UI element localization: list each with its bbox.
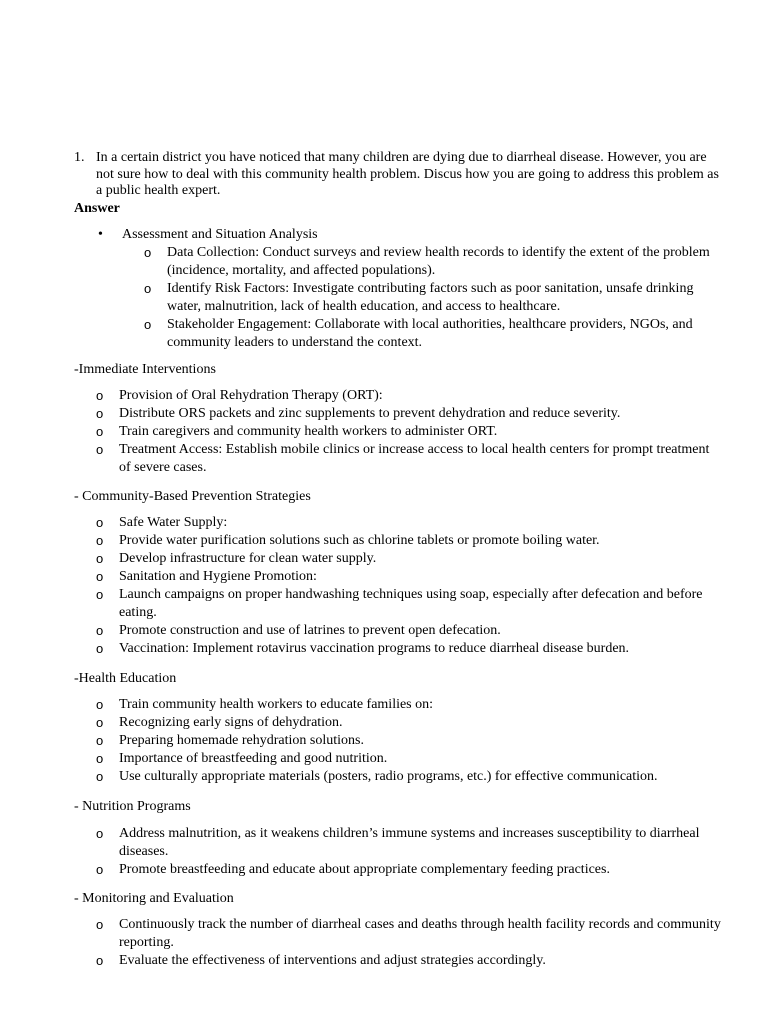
list-item-text: Promote construction and use of latrines to prevent open defecation. [119,623,501,638]
list-marker: o [96,551,104,566]
list-marker: o [96,442,104,457]
bullet-marker: • [98,227,103,242]
list-item-text: Develop infrastructure for clean water supply. [119,551,377,566]
list-item-text: Importance of breastfeeding and good nutrition. [119,751,388,766]
list-item-text: Train community health workers to educate families on: [119,697,434,712]
list-item [96,952,721,970]
list-item [96,586,721,622]
list-item-text: Identify Risk Factors: Investigate contributing factors such as poor sanitation, unsafe drinking water, malnutrition, lack of health education, and access to healthcare. [167,281,694,314]
list-item [144,316,719,352]
answer-label: Answer [74,201,120,216]
list-item-text: Promote breastfeeding and educate about appropriate complementary feeding practices. [119,862,610,877]
list-marker: o [96,641,104,656]
list-item [96,825,721,861]
question-1 [74,150,724,200]
monitoring-evaluation-list [96,916,721,970]
question-number: 1. [74,150,85,165]
list-marker: o [144,245,152,260]
assessment-heading: Assessment and Situation Analysis [122,227,318,242]
list-item-text: Launch campaigns on proper handwashing techniques using soap, especially after defecation and before eating. [119,587,703,620]
list-marker: o [144,281,152,296]
question-text: In a certain district you have noticed that many children are dying due to diarrheal disease. However, you are not sure how to deal with this community health problem. Discus how you are going to address this problem as a public health expert. [96,150,719,198]
list-item [96,750,721,768]
list-marker: o [144,317,152,332]
list-item [96,532,721,550]
list-marker: o [96,515,104,530]
list-item [144,244,719,280]
list-marker: o [96,953,104,968]
list-marker: o [96,715,104,730]
list-item [96,423,721,441]
list-item [96,568,721,586]
community-prevention-list [96,514,721,658]
assessment-sub-list [144,244,719,352]
list-marker: o [96,697,104,712]
list-item [96,861,721,879]
list-item-text: Train caregivers and community health workers to administer ORT. [119,424,498,439]
list-item [96,405,721,423]
list-item [96,768,721,786]
list-item [96,387,721,405]
list-marker: o [96,569,104,584]
list-marker: o [96,862,104,877]
list-item-text: Sanitation and Hygiene Promotion: [119,569,317,584]
list-item-text: Safe Water Supply: [119,515,228,530]
list-item-text: Address malnutrition, as it weakens children’s immune systems and increases susceptibility to diarrheal diseases. [119,826,700,859]
list-item-text: Provision of Oral Rehydration Therapy (ORT): [119,388,383,403]
list-item-text: Provide water purification solutions such as chlorine tablets or promote boiling water. [119,533,600,548]
list-marker: o [96,587,104,602]
list-marker: o [96,424,104,439]
section-heading-health-education: -Health Education [74,671,177,686]
list-item [96,714,721,732]
list-item-text: Evaluate the effectiveness of interventions and adjust strategies accordingly. [119,953,546,968]
list-marker: o [96,751,104,766]
list-marker: o [96,733,104,748]
nutrition-programs-list [96,825,721,879]
section-heading-immediate-interventions: -Immediate Interventions [74,362,216,377]
list-marker: o [96,533,104,548]
assessment-bullet-item [98,226,318,243]
list-item-text: Recognizing early signs of dehydration. [119,715,343,730]
list-marker: o [96,623,104,638]
list-marker: o [96,917,104,932]
section-heading-community-prevention: - Community-Based Prevention Strategies [74,489,311,504]
list-item-text: Stakeholder Engagement: Collaborate with local authorities, healthcare providers, NGOs, and community leaders to understand the context. [167,317,693,350]
list-item [96,696,721,714]
list-marker: o [96,826,104,841]
list-item-text: Preparing homemade rehydration solutions. [119,733,364,748]
section-heading-monitoring-evaluation: - Monitoring and Evaluation [74,891,234,906]
list-item-text: Distribute ORS packets and zinc supplements to prevent dehydration and reduce severity. [119,406,621,421]
list-item [96,916,721,952]
list-item [96,640,721,658]
list-marker: o [96,406,104,421]
list-marker: o [96,769,104,784]
list-item-text: Continuously track the number of diarrheal cases and deaths through health facility records and community reporting. [119,917,721,950]
list-item-text: Treatment Access: Establish mobile clinics or increase access to local health centers for prompt treatment of severe cases. [119,442,710,475]
list-item-text: Data Collection: Conduct surveys and review health records to identify the extent of the problem (incidence, mortality, and affected populations). [167,245,710,278]
section-heading-nutrition-programs: - Nutrition Programs [74,799,191,814]
list-item [96,622,721,640]
immediate-interventions-list [96,387,721,477]
list-item [96,732,721,750]
list-item [96,441,721,477]
health-education-list [96,696,721,786]
list-item [144,280,719,316]
list-item [96,550,721,568]
list-item-text: Vaccination: Implement rotavirus vaccination programs to reduce diarrheal disease burden. [119,641,630,656]
list-marker: o [96,388,104,403]
list-item [96,514,721,532]
list-item-text: Use culturally appropriate materials (posters, radio programs, etc.) for effective communication. [119,769,658,784]
